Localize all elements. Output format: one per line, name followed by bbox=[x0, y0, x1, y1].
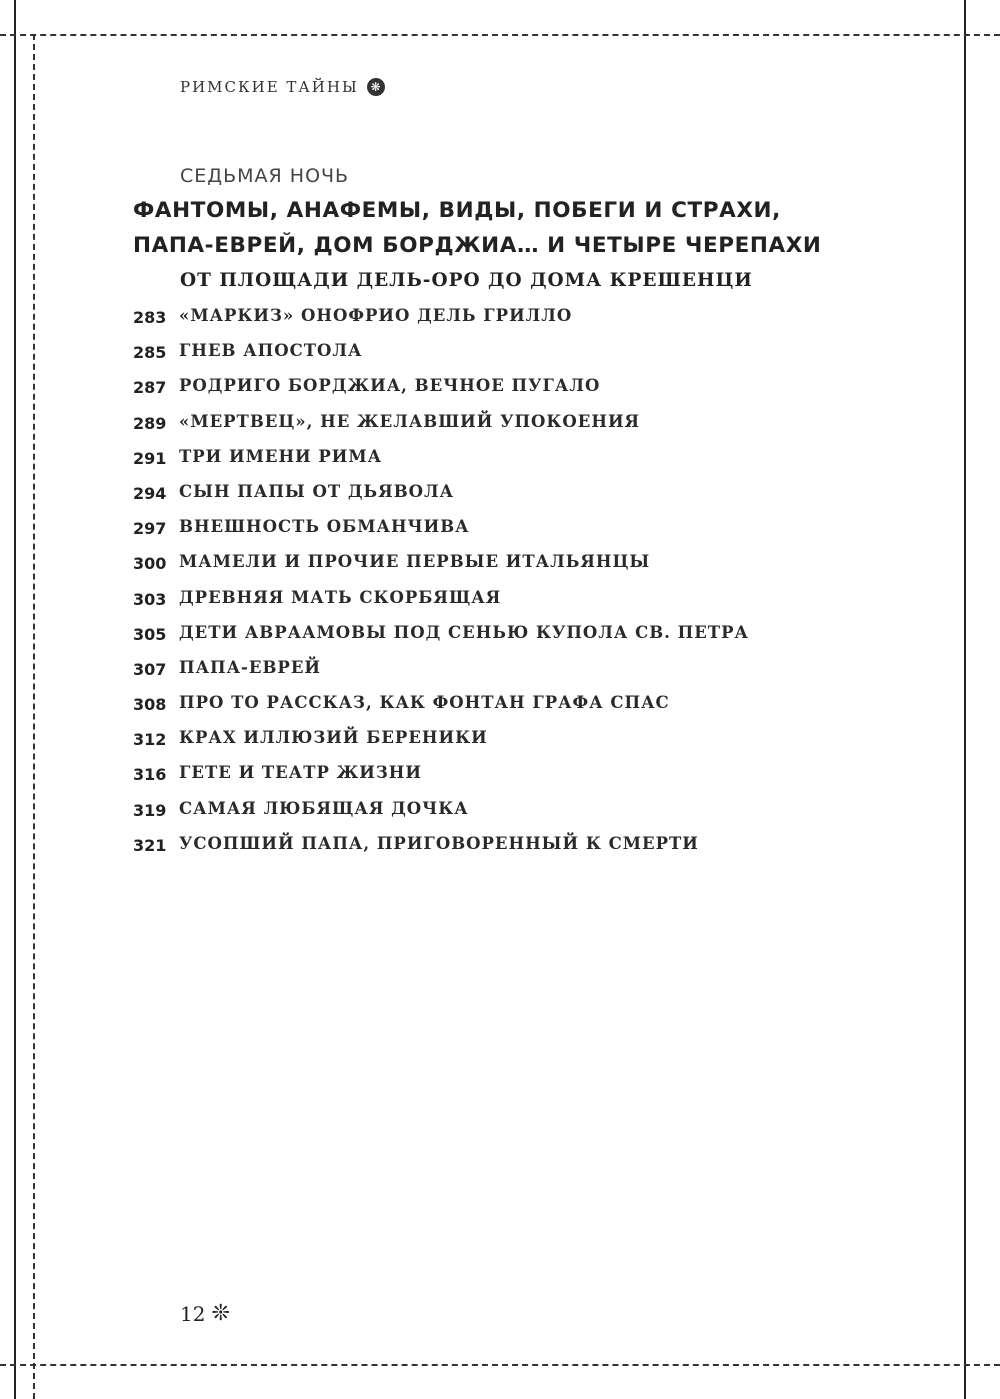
toc-page-number: 316 bbox=[133, 765, 167, 785]
toc-entry bbox=[133, 588, 749, 623]
toc-page-number: 307 bbox=[133, 659, 167, 679]
page-number: 12 bbox=[180, 1302, 206, 1326]
toc-entry-title: ТРИ ИМЕНИ РИМА bbox=[179, 446, 383, 466]
toc-entry-title: ПРО ТО РАССКАЗ, КАК ФОНТАН ГРАФА СПАС bbox=[179, 693, 670, 713]
table-of-contents bbox=[133, 306, 749, 869]
crop-mark-left bbox=[33, 34, 35, 1399]
toc-entry-title: САМАЯ ЛЮБЯЩАЯ ДОЧКА bbox=[179, 798, 469, 818]
toc-entry-title: ДРЕВНЯЯ МАТЬ СКОРБЯЩАЯ bbox=[179, 587, 502, 607]
toc-entry-title: ВНЕШНОСТЬ ОБМАНЧИВА bbox=[179, 517, 470, 537]
toc-entry bbox=[133, 482, 749, 517]
snowflake-ornament-icon: ❊ bbox=[211, 1301, 230, 1326]
chapter-title-line-1: ФАНТОМЫ, АНАФЕМЫ, ВИДЫ, ПОБЕГИ И СТРАХИ, bbox=[133, 198, 781, 223]
chapter-subtitle: ОТ ПЛОЩАДИ ДЕЛЬ-ОРО ДО ДОМА КРЕШЕНЦИ bbox=[180, 270, 753, 291]
chapter-label: СЕДЬМАЯ НОЧЬ bbox=[180, 165, 350, 187]
toc-page-number: 285 bbox=[133, 343, 167, 363]
toc-entry bbox=[133, 799, 749, 834]
toc-entry bbox=[133, 623, 749, 658]
toc-page-number: 300 bbox=[133, 554, 167, 574]
toc-page-number: 294 bbox=[133, 483, 167, 503]
toc-page-number: 305 bbox=[133, 624, 167, 644]
toc-page-number: 297 bbox=[133, 519, 167, 539]
toc-entry bbox=[133, 834, 749, 869]
toc-entry bbox=[133, 376, 749, 411]
toc-entry-title: КРАХ ИЛЛЮЗИЙ БЕРЕНИКИ bbox=[179, 728, 488, 748]
toc-page-number: 308 bbox=[133, 695, 167, 715]
toc-page-number: 303 bbox=[133, 589, 167, 609]
toc-entry-title: ГЕТЕ И ТЕАТР ЖИЗНИ bbox=[179, 763, 422, 783]
toc-entry-title: ПАПА-ЕВРЕЙ bbox=[179, 657, 321, 677]
running-head-text: РИМСКИЕ ТАЙНЫ bbox=[180, 78, 359, 96]
chapter-title-line-2: ПАПА-ЕВРЕЙ, ДОМ БОРДЖИА… И ЧЕТЫРЕ ЧЕРЕПАХИ bbox=[133, 233, 822, 258]
toc-entry-title: МАМЕЛИ И ПРОЧИЕ ПЕРВЫЕ ИТАЛЬЯНЦЫ bbox=[179, 552, 651, 572]
toc-entry-title: ГНЕВ АПОСТОЛА bbox=[179, 341, 363, 361]
toc-page-number: 291 bbox=[133, 448, 167, 468]
toc-page-number: 319 bbox=[133, 800, 167, 820]
running-head bbox=[180, 78, 385, 96]
folio bbox=[180, 1302, 230, 1326]
toc-entry bbox=[133, 552, 749, 587]
toc-page-number: 289 bbox=[133, 413, 167, 433]
toc-entry bbox=[133, 693, 749, 728]
toc-entry-title: ДЕТИ АВРААМОВЫ ПОД СЕНЬЮ КУПОЛА СВ. ПЕТРА bbox=[179, 622, 749, 642]
toc-page-number: 312 bbox=[133, 730, 167, 750]
toc-entry bbox=[133, 728, 749, 763]
toc-entry-title: РОДРИГО БОРДЖИА, ВЕЧНОЕ ПУГАЛО bbox=[179, 376, 601, 396]
toc-entry-title: «МАРКИЗ» ОНОФРИО ДЕЛЬ ГРИЛЛО bbox=[179, 306, 573, 325]
toc-page-number: 321 bbox=[133, 835, 167, 855]
toc-entry bbox=[133, 517, 749, 552]
toc-entry bbox=[133, 306, 749, 341]
toc-page-number: 287 bbox=[133, 378, 167, 398]
toc-entry bbox=[133, 341, 749, 376]
toc-entry-title: УСОПШИЙ ПАПА, ПРИГОВОРЕННЫЙ К СМЕРТИ bbox=[179, 833, 699, 853]
rosette-icon: ❋ bbox=[367, 78, 385, 96]
toc-entry-title: СЫН ПАПЫ ОТ ДЬЯВОЛА bbox=[179, 481, 455, 501]
toc-entry bbox=[133, 658, 749, 693]
crop-mark-bottom bbox=[0, 1364, 1000, 1366]
toc-page-number: 283 bbox=[133, 308, 167, 327]
toc-entry bbox=[133, 447, 749, 482]
toc-entry bbox=[133, 763, 749, 798]
toc-entry-title: «МЕРТВЕЦ», НЕ ЖЕЛАВШИЙ УПОКОЕНИЯ bbox=[179, 411, 641, 431]
crop-mark-top bbox=[0, 34, 1000, 36]
toc-entry bbox=[133, 412, 749, 447]
